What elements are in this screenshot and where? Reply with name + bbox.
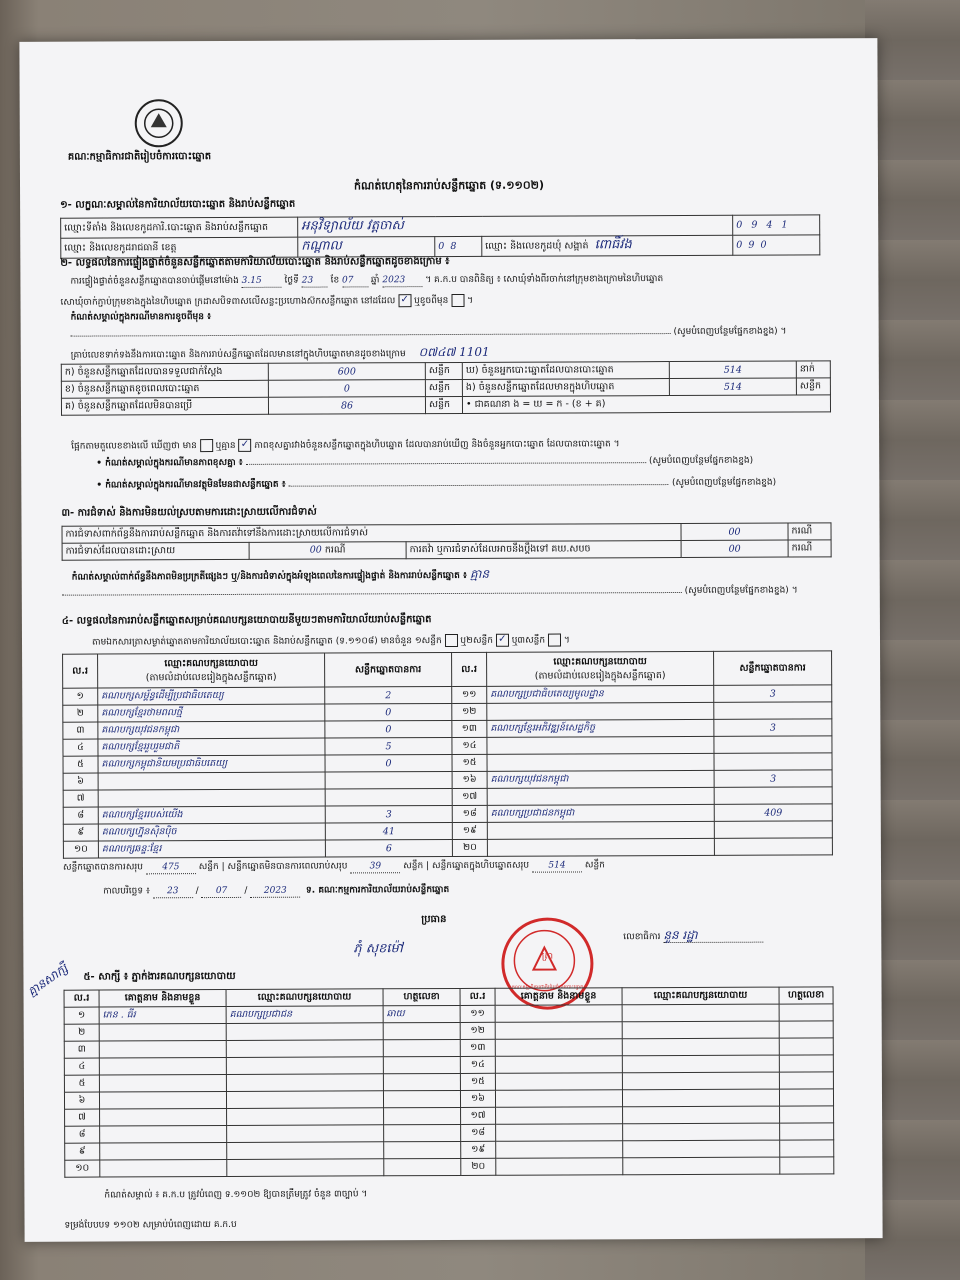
commune-code: 0 9 0 bbox=[733, 235, 820, 255]
form-title: កំណត់ហេតុនៃការរាប់សន្លឹកឆ្នោត (ទ.១១០២) bbox=[354, 178, 545, 193]
total-in-box: 514 bbox=[532, 861, 582, 872]
party-name: គណបក្សខ្មែរថាមពលថ្មី bbox=[98, 704, 325, 722]
party-result-row: ៤ គណបក្សខ្មែររួបរួមជាតិ 5 ១៤ bbox=[63, 736, 832, 756]
party-votes bbox=[325, 788, 452, 806]
location-value: អនុវិទ្យាល័យ វត្តចាស់ bbox=[298, 215, 733, 237]
witness-name bbox=[99, 1057, 226, 1075]
witness-party: គណបក្សប្រជាជន bbox=[226, 1006, 383, 1024]
witness-signature bbox=[383, 1056, 460, 1073]
party-name: គណបក្សខ្មែររួបរួមជាតិ bbox=[98, 738, 325, 756]
party-result-row: ៦ ១៦ គណបក្សយុវជនកម្ពុជា 3 bbox=[63, 770, 832, 790]
damaged-checkbox[interactable] bbox=[451, 294, 464, 307]
witness-party bbox=[226, 1040, 383, 1058]
witness-name bbox=[100, 1142, 227, 1160]
witness-signature bbox=[383, 1022, 460, 1039]
party-name: គណបក្សឆន្ទៈខ្មែរ bbox=[98, 840, 325, 858]
appeal-label: ការតវ៉ា ឬការជំទាស់ដែលអាចនឹងប្តឹងទៅ គឃ.សបច bbox=[406, 540, 681, 558]
section4-heading: ៤- លទ្ធផលនៃការរាប់សន្លឹកឆ្នោតសម្រាប់គណបក្សនយោបាយនីមួយៗតាមការិយាល័យរាប់សន្លឹកឆ្នោត bbox=[61, 614, 432, 627]
party-votes bbox=[714, 736, 832, 754]
witness-signature bbox=[383, 1073, 460, 1090]
nec-logo-icon bbox=[135, 99, 183, 147]
objection-total-label: ការជំទាស់ពាក់ព័ន្ធនឹងការរាប់សន្លឹកឆ្នោត និងការតវ៉ាទៅនឹងការដោះស្រាយលើការជំទាស់ bbox=[62, 523, 681, 543]
party-name: គណបក្សយុវជនកម្ពុជា bbox=[98, 721, 325, 739]
total-valid: 475 bbox=[146, 863, 196, 874]
objection-table: ការជំទាស់ពាក់ព័ន្ធនឹងការរាប់សន្លឹកឆ្នោត និងការតវ៉ាទៅនឹងការដោះស្រាយលើការជំទាស់ 00 ករណី ការជំទាស់ដែលបានដោះស្រាយ 00 ករណី ការតវ៉ា ឬការជំទាស់ដែលអាចនឹងប្តឹងទៅ គឃ.សបច 00 ករណី bbox=[61, 522, 831, 560]
party-name: គណបក្សខ្មែរអភិវឌ្ឍន៍សេដ្ឋកិច្ច bbox=[487, 719, 714, 737]
party-name: គណបក្សសម្ព័ន្ធដើម្បីប្រជាធិបតេយ្យ bbox=[98, 687, 325, 705]
difference-yes-checkbox[interactable] bbox=[200, 439, 213, 452]
footer-note: កំណត់សម្គាល់ ៖ គ.ក.ប ត្រូវបំពេញ ទ.១១០២ ឱ្យបានត្រឹមត្រូវ ចំនួន ៣ច្បាប់ ។ bbox=[104, 1189, 368, 1201]
witness-party bbox=[226, 1023, 383, 1041]
total-invalid: 39 bbox=[350, 862, 400, 873]
appeal-value: 00 bbox=[681, 540, 788, 557]
resolved-label: ការជំទាស់ដែលបានដោះស្រាយ bbox=[62, 542, 249, 560]
section3-heading: ៣- ការជំទាស់ និងការមិនយល់ស្របតាមការដោះស្រាយលើការជំទាស់ bbox=[61, 506, 317, 519]
party-votes bbox=[714, 821, 832, 839]
witness-row: ៤ ១៤ bbox=[64, 1055, 833, 1075]
official-red-seal-icon: ត្រា គណៈកម្មាធិការជាតិរៀបចំការបោះឆ្នោត bbox=[501, 917, 593, 1009]
party-votes: 0 bbox=[325, 703, 452, 721]
president-label: ប្រធាន bbox=[421, 914, 447, 926]
seal-1-checkbox[interactable] bbox=[445, 634, 458, 647]
witness-name bbox=[100, 1108, 227, 1126]
witness-party bbox=[227, 1142, 384, 1160]
witness-party bbox=[227, 1125, 384, 1143]
section5-heading: ៥- សាក្សី ៖ ភ្នាក់ងារគណបក្សនយោបាយ bbox=[83, 970, 236, 983]
date-line: កាលបរិច្ឆេទ ៖ 23 / 07 / 2023 ទ. គណៈកម្មការការិយាល័យរាប់សន្លឹកឆ្នោត bbox=[103, 885, 450, 897]
witness-row: ៨ ១៨ bbox=[65, 1123, 834, 1143]
intact-checkbox[interactable]: ✓ bbox=[398, 294, 411, 307]
party-name: គណបក្សយុវជនកម្ពុជា bbox=[487, 770, 714, 788]
witness-signature bbox=[383, 1039, 460, 1056]
party-name bbox=[487, 821, 714, 839]
party-result-row: ១ គណបក្សសម្ព័ន្ធដើម្បីប្រជាធិបតេយ្យ 2 ១១ គណបក្សប្រជាធិបតេយ្យមូលដ្ឋាន 3 bbox=[63, 685, 832, 705]
party-votes: 6 bbox=[325, 839, 452, 857]
damage-note-line: (សូមបំពេញបន្ថែមផ្នែកខាងខ្នង) ។ bbox=[71, 327, 841, 340]
party-name bbox=[487, 787, 714, 805]
witness-row: ៣ ១៣ bbox=[64, 1038, 833, 1058]
party-name bbox=[487, 702, 714, 720]
witness-name bbox=[99, 1074, 226, 1092]
secret-seal-line: តាមឯកសារត្រាសម្ងាត់ឆ្នោតតាមការិយាល័យបោះឆ្នោត និងរាប់សន្លឹកឆ្នោត (ទ.១១០៨) មានចំនួន ១សន្លឹក ឬ២សន្លឹក ✓ ឬ៣សន្លឹក ។ bbox=[91, 633, 570, 648]
seal-number-line: គ្រាប់លេខទាក់ទងនឹងការបោះឆ្នោត និងការរាប់សន្លឹកឆ្នោតដែលមាននៅក្នុងហិបឆ្នោតមានដូចខាងក្រោម ០៧៤៧ 1101 bbox=[70, 344, 490, 361]
party-votes bbox=[714, 753, 832, 771]
witness-party bbox=[226, 1057, 383, 1075]
party-name: គណបក្សហ្វ៊ុនស៊ិនប៉ិច bbox=[98, 823, 325, 841]
party-result-row: ៣ គណបក្សយុវជនកម្ពុជា 0 ១៣ គណបក្សខ្មែរអភិវឌ្ឍន៍សេដ្ឋកិច្ច 3 bbox=[63, 719, 832, 739]
ballot-row-3: គ) ចំនួនសន្លឹកឆ្នោតដែលមិនបានប្រើ 86 សន្លឹក • ជាគណនា ង = ឃ = ក - (ខ + គ) bbox=[61, 395, 830, 415]
party-result-row: ៥ គណបក្សកម្ពុជានិយមប្រជាធិបតេយ្យ 0 ១៥ bbox=[63, 753, 832, 773]
witness-party bbox=[227, 1108, 384, 1126]
witness-name: ភេន . ធីរ bbox=[99, 1006, 226, 1024]
party-votes: 3 bbox=[714, 770, 832, 788]
party-name: គណបក្សកម្ពុជានិយមប្រជាធិបតេយ្យ bbox=[98, 755, 325, 773]
party-votes: 5 bbox=[325, 737, 452, 755]
foreign-object-note: • កំណត់សម្គាល់ក្នុងករណីមានវត្ថុមិនមែនជាសន្លឹកឆ្នោត ៖ (សូមបំពេញបន្ថែមផ្នែកខាងខ្នង) bbox=[96, 477, 777, 491]
party-votes: 3 bbox=[325, 805, 452, 823]
party-votes bbox=[325, 771, 452, 789]
difference-note: • កំណត់សម្គាល់ក្នុងករណីមានភាពខុសគ្នា ៖ (សូមបំពេញបន្ថែមផ្នែកខាងខ្នង) bbox=[96, 455, 754, 469]
damage-note-label: កំណត់សម្គាល់ក្នុងករណីមានការខូចពីមុន ៖ bbox=[70, 312, 212, 323]
party-votes bbox=[714, 702, 832, 720]
ballot-row-2: ខ) ចំនួនសន្លឹកឆ្នោតខូចពេលបោះឆ្នោត 0 សន្លឹក ង) ចំនួនសន្លឹកឆ្នោតដែលមានក្នុងហិបឆ្នោត 514 សន្លឹក bbox=[61, 378, 830, 398]
section1-table bbox=[60, 214, 820, 258]
witness-party bbox=[226, 1091, 383, 1109]
witness-row: ១ ភេន . ធីរ គណបក្សប្រជាជន ឆាយ ១១ bbox=[64, 1004, 833, 1024]
ballot-count-table bbox=[61, 360, 831, 415]
seal-3-checkbox[interactable] bbox=[548, 634, 561, 647]
witness-signature bbox=[384, 1158, 461, 1175]
witness-name bbox=[99, 1040, 226, 1058]
party-votes: 409 bbox=[714, 804, 832, 822]
party-result-row: ៨ គណបក្សខ្មែររបស់យើង 3 ១៨ គណបក្សប្រជាជនកម្ពុជា 409 bbox=[63, 804, 832, 824]
province-label: ឈ្មោះ និងលេខកូដរាជធានី ខេត្ត bbox=[61, 237, 298, 258]
totals-line: សន្លឹកឆ្នោតបានការសរុប 475 សន្លឹក | សន្លឹកឆ្នោតមិនបានការពេលរាប់សរុប 39 សន្លឹក | សន្លឹកឆ្នោតក្នុងហិបឆ្នោតសរុប 514 សន្លឹក bbox=[62, 860, 605, 873]
witness-signature bbox=[383, 1090, 460, 1107]
party-result-row: ៧ ១៧ bbox=[63, 787, 832, 807]
party-result-row: ១០ គណបក្សឆន្ទៈខ្មែរ 6 ២០ bbox=[63, 838, 832, 858]
party-name bbox=[487, 753, 714, 771]
witness-name bbox=[100, 1159, 227, 1177]
section1-heading: ១- លក្ខណៈសម្គាល់នៃការិយាល័យបោះឆ្នោត និងរាប់សន្លឹកឆ្នោត bbox=[60, 198, 296, 211]
commune-cell: ឈ្មោះ និងលេខកូដឃុំ សង្កាត់ ពោធិ៍វង bbox=[482, 235, 733, 256]
location-code: 0 9 4 1 bbox=[733, 215, 820, 235]
section2-heading: ២- លទ្ធផលនៃការផ្ទៀងផ្ទាត់ចំនួនសន្លឹកឆ្នោតតាមការិយាល័យបោះឆ្នោត និងរាប់សន្លឹកឆ្នោតដូចខាងក្រោម ៖ bbox=[60, 256, 450, 269]
president-signature: ភុំ សុខម៉ៅ bbox=[353, 941, 403, 957]
witness-table: ល.រ គោត្តនាម និងនាមខ្លួន ឈ្មោះគណបក្សនយោបាយ ហត្ថលេខា ល.រ គោត្តនាម និងនាមខ្លួន ឈ្មោះគណបក្សនយោបាយ ហត្ថលេខា ១ ភេន . ធីរ គណបក្សប្រជាជន ឆាយ ១១ ២ ១២ ៣ ១៣ ៤ ១៤ ៥ ១៥ ៦ ១៦ ៧ ១៧ ៨ ១៨ ៩ ១៩ ១០ ២០ bbox=[64, 986, 835, 1177]
witness-signature bbox=[384, 1107, 461, 1124]
party-votes: 3 bbox=[714, 685, 832, 703]
witness-name bbox=[99, 1091, 226, 1109]
witness-row: ១០ ២០ bbox=[65, 1157, 834, 1177]
difference-no-checkbox[interactable]: ✓ bbox=[238, 439, 251, 452]
witness-party bbox=[226, 1074, 383, 1092]
party-name: គណបក្សប្រជាធិបតេយ្យមូលដ្ឋាន bbox=[487, 685, 714, 703]
election-form-sheet bbox=[19, 38, 882, 1242]
witness-signature: ឆាយ bbox=[383, 1005, 460, 1022]
committee-name: គណៈកម្មាធិការជាតិរៀបចំការបោះឆ្នោត bbox=[67, 151, 212, 163]
witness-name bbox=[99, 1023, 226, 1041]
seal-2-checkbox[interactable]: ✓ bbox=[496, 634, 509, 647]
witness-row: ៦ ១៦ bbox=[64, 1089, 833, 1109]
secretary-line: លេខាធិការ នួន រដ្ឋា bbox=[623, 928, 803, 943]
party-name bbox=[487, 838, 714, 856]
party-votes: 41 bbox=[325, 822, 452, 840]
section2-start-line: ការផ្ទៀងផ្ទាត់ចំនួនសន្លឹកឆ្នោតបានចាប់ផ្តើមនៅម៉ោង 3.15 ថ្ងៃទី 23 ខែ 07 ឆ្នាំ 2023 ។ គ.ក.ប បានពិនិត្យ ៖ សោឃុំទាំងពីរចាក់នៅក្រុមខាងក្រោមនៃហិបឆ្នោត bbox=[70, 274, 664, 287]
party-name bbox=[487, 736, 714, 754]
irregularity-note: កំណត់សម្គាល់ពាក់ព័ន្ធនឹងភាពមិនប្រក្រតីផ្សេងៗ ឬ/និងការជំទាស់ក្នុងអំឡុងពេលនៃការផ្ទៀងផ្ទាត់ និងការរាប់សន្លឹកឆ្នោត ៖ គ្មាន bbox=[71, 566, 490, 583]
party-votes: 0 bbox=[325, 720, 452, 738]
witness-name bbox=[100, 1125, 227, 1143]
party-name: គណបក្សប្រជាជនកម្ពុជា bbox=[487, 804, 714, 822]
witness-party bbox=[227, 1159, 384, 1177]
party-result-row: ៩ គណបក្សហ្វ៊ុនស៊ិនប៉ិច 41 ១៩ bbox=[63, 821, 832, 841]
ballot-row-1: ក) ចំនួនសន្លឹកឆ្នោតដែលបានទទួលជាក់ស្តែង 600 សន្លឹក ឃ) ចំនួនអ្នកបោះឆ្នោតដែលបានបោះឆ្នោត 514 នាក់ bbox=[61, 361, 830, 381]
party-name bbox=[98, 772, 325, 790]
party-votes: 2 bbox=[325, 686, 452, 704]
witness-signature bbox=[384, 1141, 461, 1158]
province-code: 0 8 bbox=[435, 236, 482, 256]
witness-row: ២ ១២ bbox=[64, 1021, 833, 1041]
province-value: កណ្ដាល bbox=[298, 237, 435, 258]
party-votes bbox=[714, 787, 832, 805]
party-votes bbox=[714, 838, 832, 856]
party-result-row: ២ គណបក្សខ្មែរថាមពលថ្មី 0 ១២ bbox=[63, 702, 832, 722]
witness-row: ៩ ១៩ bbox=[65, 1140, 834, 1160]
irregularity-fill-line: (សូមបំពេញបន្ថែមផ្នែកខាងខ្នង) ។ bbox=[62, 586, 842, 599]
witness-row: ៧ ១៧ bbox=[65, 1106, 834, 1126]
location-label: ឈ្មោះទីតាំង និងលេខកូដការិ.បោះឆ្នោត និងរាប់សន្លឹកឆ្នោត bbox=[61, 217, 298, 238]
section2-lock-line: សោឃុំចាក់ភ្ជាប់ក្រុមខាងក្នុងនៃហិបឆ្នោត ក្រដាសបិទពាសលើសន្លះប្រហោងស៊កសន្លឹកឆ្នោត នៅដដែល ✓ ឬខូចពីមុន ។ bbox=[60, 294, 474, 308]
witness-row: ៥ ១៥ bbox=[64, 1072, 833, 1092]
no-witness-note: គ្មានសាក្សី bbox=[25, 961, 71, 999]
party-name bbox=[98, 789, 325, 807]
party-votes: 3 bbox=[714, 719, 832, 737]
resolved-value: 00 ករណី bbox=[249, 542, 406, 560]
party-results-table: ល.រ ឈ្មោះគណបក្សនយោបាយ (តាមលំដាប់លេខរៀងក្នុងសន្លឹកឆ្នោត) សន្លឹកឆ្នោតបានការ ល.រ ឈ្មោះគណបក្សនយោបាយ (តាមលំដាប់លេខរៀងក្នុងសន្លឹកឆ្នោត) សន្លឹកឆ្នោតបានការ ១ គណបក្សសម្ព័ន្ធដើម្បីប្រជាធិបតេយ្យ 2 ១១ គណបក្សប្រជាធិបតេយ្យមូលដ្ឋាន 3 ២ គណបក្សខ្មែរថាមពលថ្មី 0 ១២ ៣ គណបក្សយុវជនកម្ពុជា 0 ១៣ គណបក្សខ្មែរអភិវឌ្ឍន៍សេដ្ឋកិច្ច 3 ៤ គណបក្សខ្មែររួបរួមជាតិ 5 ១៤ ៥ គណបក្សកម្ពុជានិយមប្រជាធិបតេយ្យ 0 ១៥ ៦ ១៦ គណបក្សយុវជនកម្ពុជា 3 ៧ ១៧ ៨ គណបក្សខ្មែររបស់យើង 3 ១៨ គណបក្សប្រជាជនកម្ពុជា 409 ៩ គណបក្សហ្វ៊ុនស៊ិនប៉ិច 41 ១៩ ១០ គណបក្សឆន្ទៈខ្មែរ 6 ២០ bbox=[62, 650, 833, 858]
party-name: គណបក្សខ្មែររបស់យើង bbox=[98, 806, 325, 824]
witness-signature bbox=[384, 1124, 461, 1141]
difference-line: ផ្អែកតាមតួលេខខាងលើ ឃើញថា មាន ឬគ្មាន ✓ ភាពខុសគ្នារវាងចំនួនសន្លឹកឆ្នោតក្នុងហិបឆ្នោត ដែលបានរាប់ឃើញ និងចំនួនអ្នកបោះឆ្នោត ដែលបានបោះឆ្នោត ។ bbox=[71, 438, 620, 452]
objection-total-value: 00 bbox=[681, 523, 788, 540]
form-usage-note: ទម្រង់បែបបទ ១១០២ សម្រាប់បំពេញដោយ គ.ក.ប bbox=[64, 1219, 237, 1231]
party-votes: 0 bbox=[325, 754, 452, 772]
